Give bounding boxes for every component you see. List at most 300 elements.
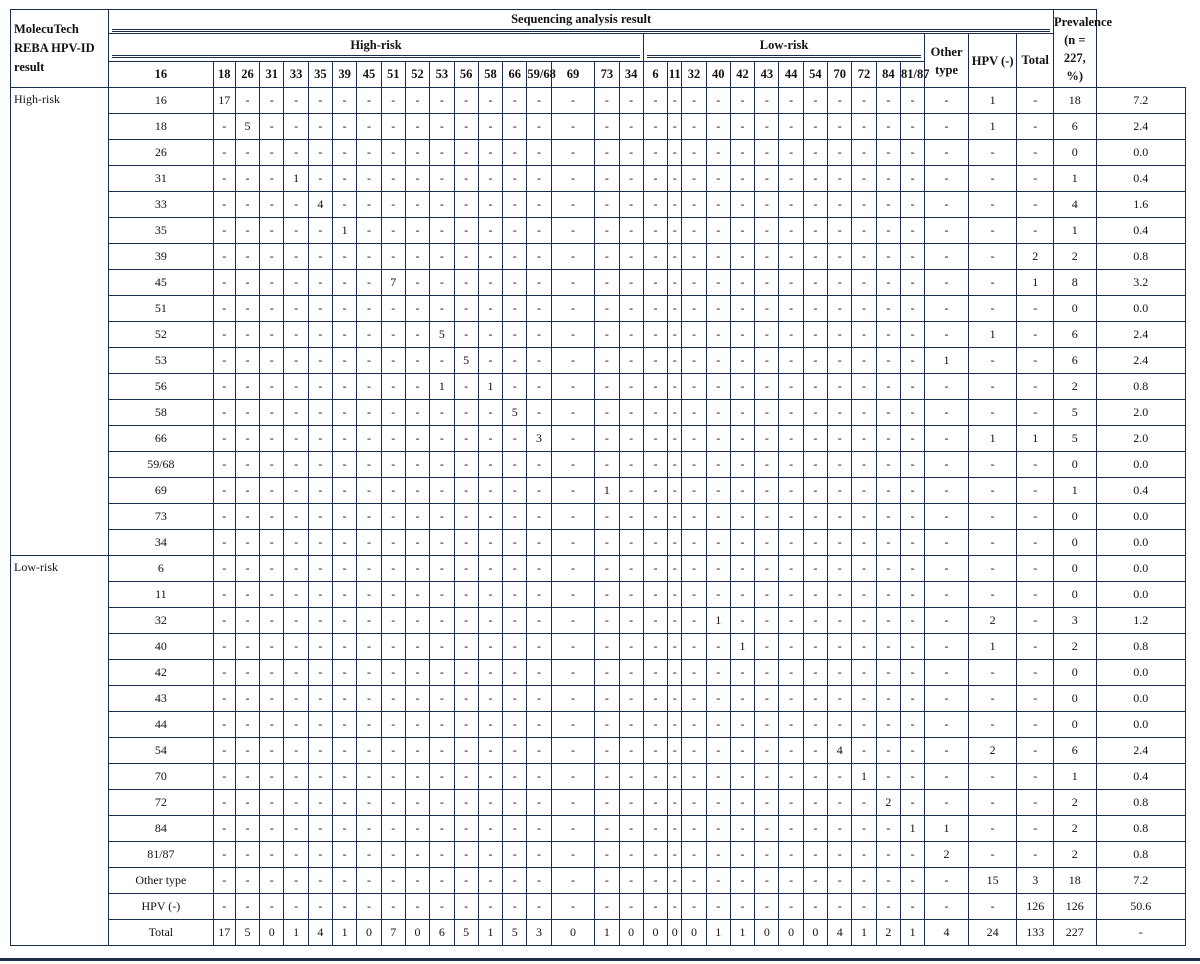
table-cell: - <box>284 582 308 608</box>
table-cell: - <box>527 218 551 244</box>
table-cell: - <box>213 634 235 660</box>
table-cell: - <box>213 244 235 270</box>
table-cell: - <box>925 296 969 322</box>
table-row <box>11 790 1186 816</box>
table-row <box>11 556 1186 582</box>
table-cell: - <box>828 218 852 244</box>
table-cell: - <box>454 218 478 244</box>
table-cell: - <box>260 660 284 686</box>
table-cell: - <box>284 400 308 426</box>
table-cell: - <box>925 114 969 140</box>
table-cell: - <box>430 270 454 296</box>
table-cell: - <box>682 582 706 608</box>
table-cell: - <box>900 894 924 920</box>
table-cell: - <box>430 842 454 868</box>
table-cell: 0.8 <box>1096 816 1185 842</box>
table-cell: - <box>357 140 381 166</box>
table-cell: - <box>682 842 706 868</box>
table-cell: - <box>779 816 803 842</box>
table-cell: - <box>284 88 308 114</box>
table-cell: - <box>333 816 357 842</box>
table-cell: - <box>828 322 852 348</box>
table-cell: - <box>968 530 1017 556</box>
table-cell: - <box>876 894 900 920</box>
table-cell: - <box>260 348 284 374</box>
table-cell: - <box>730 842 754 868</box>
table-cell: - <box>430 660 454 686</box>
table-cell: - <box>527 764 551 790</box>
table-cell: - <box>551 114 595 140</box>
table-cell: - <box>900 374 924 400</box>
table-cell: - <box>503 88 527 114</box>
table-cell: - <box>357 842 381 868</box>
table-cell: - <box>852 322 876 348</box>
table-cell: - <box>308 556 332 582</box>
table-cell: - <box>284 816 308 842</box>
table-cell: - <box>308 790 332 816</box>
table-cell: - <box>381 868 405 894</box>
table-cell: - <box>478 400 502 426</box>
type-header: 45 <box>357 62 381 88</box>
table-cell: - <box>876 634 900 660</box>
table-cell: - <box>454 426 478 452</box>
table-cell: - <box>706 270 730 296</box>
table-cell: - <box>668 400 682 426</box>
table-cell: - <box>333 582 357 608</box>
table-cell: - <box>619 88 643 114</box>
table-cell: - <box>876 452 900 478</box>
row-type-label: 73 <box>109 504 213 530</box>
table-cell: - <box>405 348 429 374</box>
table-cell: 133 <box>1017 920 1054 946</box>
table-cell: - <box>284 686 308 712</box>
type-header: 51 <box>381 62 405 88</box>
table-cell: - <box>1017 842 1054 868</box>
table-cell: - <box>357 374 381 400</box>
table-cell: - <box>430 88 454 114</box>
table-cell: - <box>643 478 667 504</box>
table-cell: - <box>284 270 308 296</box>
table-cell: - <box>925 608 969 634</box>
table-cell: - <box>900 634 924 660</box>
table-cell: - <box>260 452 284 478</box>
table-cell: - <box>357 790 381 816</box>
table-cell: - <box>730 452 754 478</box>
table-cell: - <box>803 504 827 530</box>
table-cell: - <box>213 686 235 712</box>
table-cell: - <box>503 816 527 842</box>
table-cell: - <box>213 114 235 140</box>
table-cell: - <box>308 738 332 764</box>
table-cell: - <box>619 166 643 192</box>
table-cell: - <box>619 894 643 920</box>
table-cell: - <box>643 452 667 478</box>
table-cell: - <box>779 608 803 634</box>
table-cell: - <box>454 452 478 478</box>
table-cell: - <box>381 192 405 218</box>
table-cell: - <box>405 634 429 660</box>
table-cell: - <box>478 686 502 712</box>
table-cell: - <box>454 660 478 686</box>
table-cell: - <box>803 296 827 322</box>
table-cell: - <box>682 504 706 530</box>
table-cell: - <box>779 504 803 530</box>
table-cell: - <box>284 712 308 738</box>
table-row <box>11 582 1186 608</box>
table-cell: - <box>213 868 235 894</box>
type-header: 52 <box>405 62 429 88</box>
table-cell: - <box>779 634 803 660</box>
type-header: 53 <box>430 62 454 88</box>
row-type-label: 59/68 <box>109 452 213 478</box>
table-cell: - <box>405 582 429 608</box>
table-cell: 24 <box>968 920 1017 946</box>
table-cell: - <box>803 166 827 192</box>
table-cell: - <box>828 244 852 270</box>
table-cell: - <box>619 270 643 296</box>
table-cell: - <box>852 374 876 400</box>
row-type-label: 40 <box>109 634 213 660</box>
table-cell: - <box>430 192 454 218</box>
table-cell: - <box>595 686 619 712</box>
table-cell: - <box>643 114 667 140</box>
table-cell: - <box>779 88 803 114</box>
table-cell: - <box>478 192 502 218</box>
table-cell: - <box>619 348 643 374</box>
table-cell: - <box>643 868 667 894</box>
table-cell: - <box>308 582 332 608</box>
table-cell: - <box>357 712 381 738</box>
table-cell: - <box>430 478 454 504</box>
table-cell: - <box>968 140 1017 166</box>
table-cell: - <box>430 634 454 660</box>
table-cell: - <box>779 686 803 712</box>
table-cell: - <box>430 400 454 426</box>
table-cell: - <box>619 738 643 764</box>
table-cell: - <box>235 426 259 452</box>
table-cell: - <box>308 114 332 140</box>
table-cell: 0.0 <box>1096 140 1185 166</box>
table-cell: 1 <box>968 426 1017 452</box>
table-cell: - <box>503 140 527 166</box>
table-cell: - <box>595 218 619 244</box>
table-cell: - <box>454 88 478 114</box>
table-cell: - <box>968 504 1017 530</box>
table-cell: - <box>643 322 667 348</box>
table-cell: - <box>333 426 357 452</box>
table-cell: 0 <box>619 920 643 946</box>
prevalence-header: Prevalence (n = 227, %) <box>1054 10 1097 88</box>
table-cell: - <box>454 114 478 140</box>
table-cell: - <box>260 166 284 192</box>
table-cell: - <box>755 322 779 348</box>
table-cell: 18 <box>1054 88 1097 114</box>
table-cell: - <box>308 166 332 192</box>
table-cell: - <box>454 270 478 296</box>
table-cell: - <box>527 400 551 426</box>
table-cell: - <box>478 660 502 686</box>
table-cell: - <box>876 348 900 374</box>
table-cell: - <box>643 244 667 270</box>
table-cell: - <box>503 192 527 218</box>
table-cell: - <box>235 686 259 712</box>
table-cell: - <box>595 166 619 192</box>
table-cell: - <box>430 140 454 166</box>
table-cell: - <box>643 270 667 296</box>
table-cell: - <box>595 738 619 764</box>
table-cell: - <box>551 608 595 634</box>
table-cell: - <box>357 218 381 244</box>
table-cell: 1 <box>1054 478 1097 504</box>
table-cell: - <box>595 712 619 738</box>
table-cell: - <box>503 166 527 192</box>
table-row <box>11 842 1186 868</box>
table-cell: 0.4 <box>1096 478 1185 504</box>
table-cell: - <box>779 270 803 296</box>
table-cell: 15 <box>968 868 1017 894</box>
table-cell: - <box>213 790 235 816</box>
table-cell: - <box>333 192 357 218</box>
table-cell: - <box>284 218 308 244</box>
table-cell: - <box>381 686 405 712</box>
table-cell: - <box>828 868 852 894</box>
table-cell: - <box>1096 920 1185 946</box>
table-row <box>11 712 1186 738</box>
table-row <box>11 348 1186 374</box>
table-cell: - <box>900 686 924 712</box>
row-type-label: 26 <box>109 140 213 166</box>
table-cell: - <box>876 478 900 504</box>
table-cell: - <box>779 348 803 374</box>
table-cell: 2 <box>876 790 900 816</box>
table-cell: - <box>260 530 284 556</box>
table-cell: - <box>668 868 682 894</box>
table-cell: - <box>235 140 259 166</box>
table-cell: - <box>430 166 454 192</box>
table-cell: 1 <box>333 218 357 244</box>
table-row <box>11 634 1186 660</box>
table-cell: - <box>284 244 308 270</box>
type-header: 33 <box>284 62 308 88</box>
table-cell: - <box>682 244 706 270</box>
table-cell: - <box>682 452 706 478</box>
table-cell: - <box>284 322 308 348</box>
table-cell: - <box>308 426 332 452</box>
table-cell: - <box>643 634 667 660</box>
table-cell: - <box>668 452 682 478</box>
table-cell: - <box>803 608 827 634</box>
table-cell: - <box>381 660 405 686</box>
table-cell: - <box>308 218 332 244</box>
table-cell: - <box>900 426 924 452</box>
table-cell: - <box>706 504 730 530</box>
table-cell: - <box>478 166 502 192</box>
table-cell: - <box>668 374 682 400</box>
table-row <box>11 244 1186 270</box>
table-cell: - <box>260 712 284 738</box>
table-cell: - <box>803 738 827 764</box>
table-cell: - <box>876 114 900 140</box>
table-cell: - <box>260 192 284 218</box>
row-type-label: 66 <box>109 426 213 452</box>
table-cell: - <box>308 478 332 504</box>
table-cell: - <box>308 88 332 114</box>
table-cell: - <box>828 374 852 400</box>
table-cell: - <box>1017 400 1054 426</box>
table-cell: - <box>1017 88 1054 114</box>
table-cell: - <box>260 582 284 608</box>
table-row <box>11 504 1186 530</box>
table-cell: 0.8 <box>1096 842 1185 868</box>
table-cell: - <box>478 608 502 634</box>
table-cell: - <box>503 374 527 400</box>
table-cell: - <box>643 608 667 634</box>
table-cell: - <box>213 842 235 868</box>
table-cell: - <box>357 738 381 764</box>
table-cell: - <box>730 712 754 738</box>
table-cell: - <box>405 556 429 582</box>
table-cell: - <box>779 192 803 218</box>
row-type-label: 81/87 <box>109 842 213 868</box>
table-cell: - <box>668 816 682 842</box>
table-cell: - <box>803 842 827 868</box>
table-cell: - <box>260 322 284 348</box>
table-cell: - <box>405 660 429 686</box>
table-cell: - <box>235 322 259 348</box>
table-cell: - <box>503 764 527 790</box>
table-cell: - <box>925 400 969 426</box>
table-cell: - <box>1017 296 1054 322</box>
table-cell: - <box>925 660 969 686</box>
table-cell: - <box>235 868 259 894</box>
table-cell: - <box>852 140 876 166</box>
table-cell: - <box>381 348 405 374</box>
table-cell: 0 <box>755 920 779 946</box>
table-cell: - <box>682 868 706 894</box>
table-cell: - <box>503 894 527 920</box>
table-cell: - <box>643 738 667 764</box>
table-cell: 0.8 <box>1096 374 1185 400</box>
table-cell: 50.6 <box>1096 894 1185 920</box>
table-cell: - <box>284 660 308 686</box>
table-cell: - <box>503 530 527 556</box>
table-cell: - <box>668 582 682 608</box>
table-cell: - <box>706 140 730 166</box>
table-cell: - <box>381 790 405 816</box>
table-cell: - <box>1017 192 1054 218</box>
table-cell: - <box>803 114 827 140</box>
table-cell: - <box>682 166 706 192</box>
table-cell: - <box>619 686 643 712</box>
table-cell: 0 <box>803 920 827 946</box>
table-cell: - <box>706 712 730 738</box>
table-cell: - <box>755 400 779 426</box>
table-cell: - <box>779 556 803 582</box>
table-cell: - <box>900 88 924 114</box>
table-cell: - <box>333 244 357 270</box>
table-cell: - <box>478 556 502 582</box>
table-cell: - <box>284 842 308 868</box>
table-cell: - <box>595 868 619 894</box>
table-cell: - <box>235 530 259 556</box>
table-cell: - <box>900 712 924 738</box>
table-cell: - <box>454 322 478 348</box>
hpv-negative-header: HPV (-) <box>968 34 1017 88</box>
other-type-header: Other type <box>925 34 969 88</box>
table-cell: - <box>333 790 357 816</box>
table-cell: - <box>357 296 381 322</box>
table-cell: - <box>968 270 1017 296</box>
table-cell: 1 <box>925 348 969 374</box>
table-cell: - <box>643 218 667 244</box>
table-cell: - <box>925 764 969 790</box>
table-cell: - <box>551 426 595 452</box>
table-cell: - <box>595 790 619 816</box>
table-cell: - <box>643 816 667 842</box>
table-cell: - <box>900 764 924 790</box>
table-cell: 6 <box>1054 738 1097 764</box>
table-cell: - <box>925 270 969 296</box>
row-type-label: Other type <box>109 868 213 894</box>
table-cell: - <box>925 374 969 400</box>
table-cell: - <box>527 634 551 660</box>
table-cell: - <box>551 582 595 608</box>
total-header: Total <box>1017 34 1054 88</box>
row-type-label: 32 <box>109 608 213 634</box>
table-cell: 1 <box>730 634 754 660</box>
table-cell: - <box>828 478 852 504</box>
table-cell: - <box>405 374 429 400</box>
table-cell: - <box>551 140 595 166</box>
table-cell: - <box>1017 322 1054 348</box>
table-cell: - <box>755 634 779 660</box>
table-cell: - <box>828 634 852 660</box>
table-cell: - <box>925 556 969 582</box>
table-cell: - <box>260 218 284 244</box>
table-cell: - <box>755 426 779 452</box>
table-cell: - <box>900 192 924 218</box>
table-cell: - <box>852 218 876 244</box>
table-cell: - <box>779 738 803 764</box>
table-row <box>11 608 1186 634</box>
table-cell: - <box>213 530 235 556</box>
table-cell: - <box>405 426 429 452</box>
table-cell: - <box>405 452 429 478</box>
table-cell: - <box>900 790 924 816</box>
table-cell: - <box>682 894 706 920</box>
table-cell: - <box>852 556 876 582</box>
table-cell: - <box>668 556 682 582</box>
table-cell: - <box>595 556 619 582</box>
table-cell: - <box>308 140 332 166</box>
table-cell: - <box>381 894 405 920</box>
table-cell: - <box>876 764 900 790</box>
table-cell: - <box>527 582 551 608</box>
table-cell: - <box>852 88 876 114</box>
table-cell: - <box>876 660 900 686</box>
table-cell: - <box>357 816 381 842</box>
table-cell: - <box>454 530 478 556</box>
type-header: 81/87 <box>900 62 924 88</box>
table-cell: - <box>527 660 551 686</box>
table-cell: - <box>503 686 527 712</box>
table-cell: - <box>333 88 357 114</box>
table-cell: 4 <box>925 920 969 946</box>
row-type-label: 11 <box>109 582 213 608</box>
table-cell: - <box>1017 166 1054 192</box>
table-cell: - <box>803 140 827 166</box>
table-cell: - <box>478 530 502 556</box>
